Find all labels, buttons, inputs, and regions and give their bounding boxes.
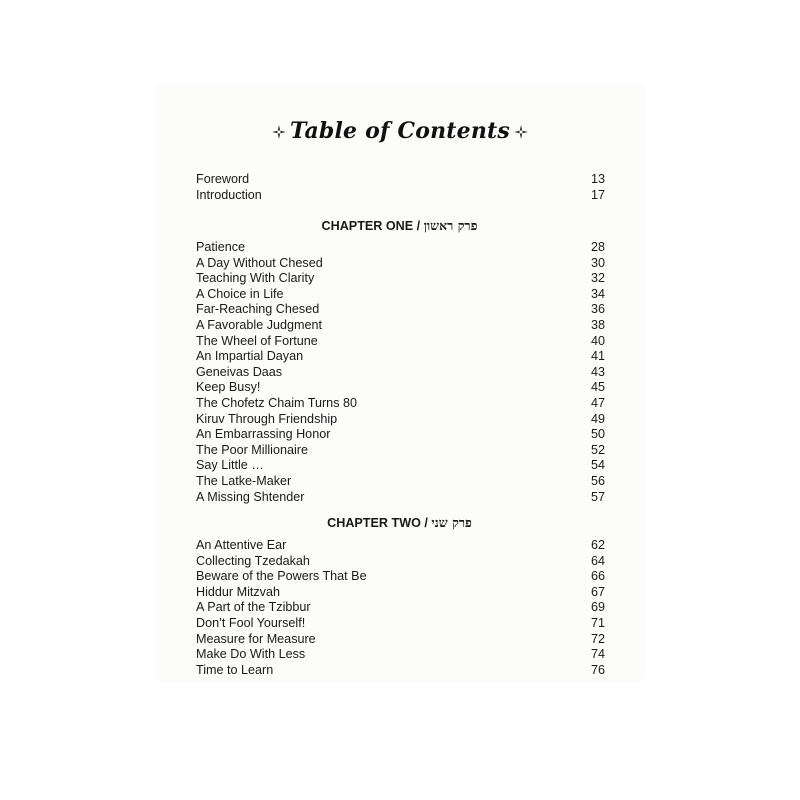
fleuron-icon <box>272 125 286 139</box>
toc-row[interactable] <box>196 647 605 663</box>
chapter-heading <box>157 218 642 234</box>
toc-page-number: 62 <box>590 538 605 552</box>
toc-entry-title: Introduction <box>196 187 262 202</box>
toc-entry-title: An Embarrassing Honor <box>196 427 331 442</box>
toc-entry-title: Measure for Measure <box>196 631 316 646</box>
toc-row[interactable] <box>196 396 605 412</box>
chapter-heading <box>157 515 642 531</box>
toc-row[interactable] <box>196 458 605 474</box>
toc-entry-title: The Chofetz Chaim Turns 80 <box>196 395 357 410</box>
toc-entry-title: Far-Reaching Chesed <box>196 302 320 317</box>
toc-entry-title: A Missing Shtender <box>196 489 305 504</box>
page-title: Table of Contents <box>290 118 510 144</box>
toc-page-number: 13 <box>590 172 605 186</box>
toc-entry-title: Teaching With Clarity <box>196 271 315 286</box>
toc-entry-title: The Wheel of Fortune <box>196 333 318 348</box>
front-matter-list <box>196 172 605 203</box>
toc-row[interactable] <box>196 443 605 459</box>
toc-page-number: 52 <box>590 442 605 457</box>
chapter-one-list <box>196 240 605 505</box>
toc-row[interactable] <box>196 490 605 506</box>
toc-entry-title: A Part of the Tzibbur <box>196 600 311 615</box>
toc-page-number: 50 <box>590 427 605 442</box>
toc-page-number: 71 <box>590 615 605 630</box>
toc-entry-title: Collecting Tzedakah <box>196 553 310 568</box>
toc-page-number: 32 <box>590 271 605 286</box>
toc-page-number: 64 <box>590 553 605 568</box>
toc-row[interactable] <box>196 600 605 616</box>
toc-row[interactable] <box>196 412 605 428</box>
toc-entry-title: Don’t Fool Yourself! <box>196 615 306 630</box>
toc-entry-title: A Favorable Judgment <box>196 317 323 332</box>
page-title-block <box>0 118 800 144</box>
toc-page-number: 67 <box>590 584 605 599</box>
chapter-label: CHAPTER TWO / <box>327 516 432 530</box>
toc-page-number: 74 <box>590 647 605 662</box>
toc-entry-title: Geneivas Daas <box>196 364 283 379</box>
toc-row[interactable] <box>196 302 605 318</box>
toc-row[interactable] <box>196 663 605 679</box>
toc-row[interactable] <box>196 538 605 554</box>
toc-page-number: 36 <box>590 302 605 317</box>
toc-entry-title: Kiruv Through Friendship <box>196 411 338 426</box>
toc-page-number: 69 <box>590 600 605 615</box>
toc-page-number: 66 <box>590 569 605 584</box>
toc-row[interactable] <box>196 271 605 287</box>
fleuron-icon <box>514 125 528 139</box>
toc-entry-title: A Day Without Chesed <box>196 255 323 270</box>
toc-page-number: 54 <box>590 458 605 473</box>
toc-page-number: 72 <box>590 631 605 646</box>
toc-entry-title: Patience <box>196 240 246 254</box>
toc-row[interactable] <box>196 188 605 204</box>
toc-entry-title: An Attentive Ear <box>196 538 287 552</box>
toc-entry-title: An Impartial Dayan <box>196 349 304 364</box>
toc-row[interactable] <box>196 632 605 648</box>
toc-entry-title: Time to Learn <box>196 662 274 677</box>
toc-row[interactable] <box>196 427 605 443</box>
toc-page-number: 34 <box>590 286 605 301</box>
toc-row[interactable] <box>196 318 605 334</box>
toc-row[interactable] <box>196 256 605 272</box>
toc-entry-title: A Choice in Life <box>196 286 284 301</box>
toc-page-number: 28 <box>590 240 605 254</box>
toc-page-number: 40 <box>590 333 605 348</box>
toc-page-number: 47 <box>590 395 605 410</box>
toc-row[interactable] <box>196 474 605 490</box>
chapter-hebrew-title: פרק שני <box>431 515 472 530</box>
toc-row[interactable] <box>196 380 605 396</box>
toc-page-number: 56 <box>590 473 605 488</box>
toc-page-number: 45 <box>590 380 605 395</box>
toc-entry-title: The Poor Millionaire <box>196 442 308 457</box>
toc-row[interactable] <box>196 287 605 303</box>
toc-entry-title: Keep Busy! <box>196 380 261 395</box>
toc-page-number: 38 <box>590 317 605 332</box>
toc-page-number: 57 <box>590 489 605 504</box>
toc-page-number: 41 <box>590 349 605 364</box>
toc-page-number: 30 <box>590 255 605 270</box>
toc-page-number: 17 <box>590 187 605 202</box>
toc-entry-title: The Latke-Maker <box>196 473 292 488</box>
chapter-label: CHAPTER ONE / <box>321 219 424 233</box>
toc-page-number: 43 <box>590 364 605 379</box>
toc-page-number: 76 <box>590 662 605 677</box>
toc-row[interactable] <box>196 349 605 365</box>
toc-row[interactable] <box>196 554 605 570</box>
chapter-two-list <box>196 538 605 678</box>
toc-row[interactable] <box>196 365 605 381</box>
toc-entry-title: Say Little … <box>196 458 264 473</box>
toc-row[interactable] <box>196 569 605 585</box>
toc-entry-title: Foreword <box>196 172 250 186</box>
chapter-hebrew-title: פרק ראשון <box>423 218 478 233</box>
toc-row[interactable] <box>196 585 605 601</box>
toc-row[interactable] <box>196 240 605 256</box>
toc-entry-title: Beware of the Powers That Be <box>196 569 367 584</box>
toc-entry-title: Hiddur Mitzvah <box>196 584 280 599</box>
toc-page-number: 49 <box>590 411 605 426</box>
toc-row[interactable] <box>196 172 605 188</box>
toc-row[interactable] <box>196 616 605 632</box>
toc-row[interactable] <box>196 334 605 350</box>
toc-entry-title: Make Do With Less <box>196 647 306 662</box>
